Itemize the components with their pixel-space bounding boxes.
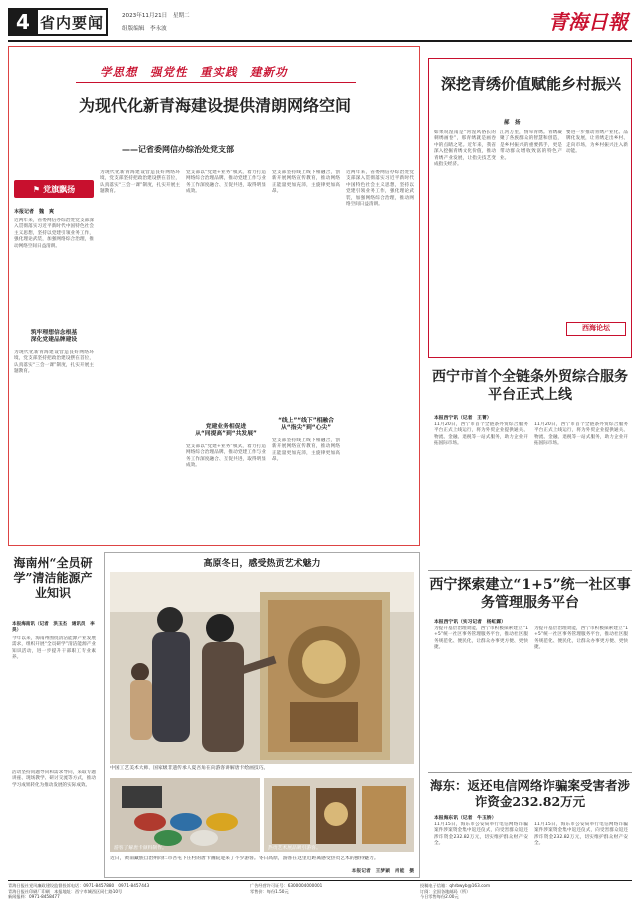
footer-middle <box>250 883 322 894</box>
masthead-logo: 青海日報 <box>548 10 628 34</box>
campaign-slogan: 学思想 强党性 重实践 建新功 <box>100 65 288 79</box>
story-xining-community-headline: 西宁探索建立“1+5”统一社区事务管理服务平台 <box>429 577 631 611</box>
party-banner-label: 党旗飘扬 <box>43 184 76 194</box>
story-haidong-body2: 11月15日，海东市公安局举行电信网络诈骗案件涉案资金集中返还仪式，向受害群众返还涉诈资金232.82万元，切实维护群众财产安全。 <box>534 822 628 847</box>
photo-pigments <box>110 778 260 852</box>
flag-icon: ⚑ <box>32 184 41 194</box>
story-rule <box>428 410 632 411</box>
photo-caption-right: 热贡艺术展品吸引游客。 <box>268 846 321 851</box>
main-photo-thangka-artist <box>110 572 414 764</box>
lead-body-col2: 为现代化新青海建设营造良好网络环境，党支部坚持把政治建设摆在首位，认真落实“三会一课”制度，扎实开展主题教育。 <box>100 170 180 195</box>
commentary-headline: 深挖青绣价值赋能乡村振兴 <box>440 75 621 93</box>
editor-credit: 组版编辑 李永波 <box>122 26 167 32</box>
footer-ad-license: 广告经营许可证号：6300004000001 <box>250 883 323 888</box>
story-haidong-body1: 11月15日，海东市公安局举行电信网络诈骗案件涉案资金集中返还仪式，向受害群众返还涉诈资金232.82万元，切实维护群众财产安全。 <box>434 822 528 847</box>
lead-byline: 本报记者 魏 爽 <box>14 209 55 215</box>
footer-reports: 新闻报料：0971-8458477 <box>8 894 60 900</box>
footer-service: 投稿电子信箱：qhrbwyb@163.com <box>420 883 491 888</box>
footer-right <box>420 883 490 900</box>
photo-credit: 本报记者 王梦颖 肖能 摄 <box>351 869 414 874</box>
lead-body-col1: 近两年来，省委网信办综治处党支部深入贯彻落实习近平新时代中国特色社会主义思想，坚持以党建引领业务工作，强化理论武装，加强网络综合治理，推动网络空间日益清朗。 <box>14 218 94 249</box>
lead-headline: 为现代化新青海建设提供清朗网络空间 <box>78 96 351 115</box>
photo-caption-top: 中国工艺美术大师、国家级非遗传承人夏吾角在向游客讲解唐卡绘画技巧。 <box>110 766 269 771</box>
footer-left <box>8 883 149 900</box>
story-xining-community-body1: 为提升基层治理效能，西宁市积极探索建立“1+5”统一社区事务管理服务平台，推动社区服务规范化、便民化，让群众办事更方便、更快捷。 <box>434 626 528 651</box>
lead-body-col3: 党支部以“党建+业务”模式，着力打造网络综合治理品牌，推动党建工作与业务工作深度融合、互促共进，取得明显成效。 <box>186 170 266 195</box>
divider <box>428 570 632 571</box>
footer-line2: 青海日报社印刷厂印刷 本报地址：西宁市城西区同仁路10号 <box>8 888 123 894</box>
lead-body-col4: 党支部坚持线上线下相融合，创新开展网络宣传教育，推动网络正能量更加充沛，主旋律更加高昂。 <box>272 170 340 195</box>
story-xining-community-body2: 为提升基层治理效能，西宁市积极探索建立“1+5”统一社区事务管理服务平台，推动社区服务规范化、便民化，让群众办事更方便、更快捷。 <box>534 626 628 651</box>
story-hainan-byline: 本报海南讯（记者 洪玉杰 通讯员 李昊） <box>12 622 95 633</box>
story-xining-trade-byline: 本报西宁讯（记者 王菁） <box>434 416 492 421</box>
divider <box>428 772 632 773</box>
commentary-body-col1: 如果说湟南是“河湟风俗长的刺绣画卷”，那青绣就是画卷中的点睛之笔。近年来，我省深入挖掘青绣文化价值，推动青绣产业发展，让指尖技艺变成指尖经济。 <box>434 130 496 168</box>
footer-price: 零售价：每份1.50元 <box>250 888 289 894</box>
photo-exhibits <box>264 778 414 852</box>
commentary-body-col2: 江河万里，情牵青绣。青绣凝聚了各族群众的智慧和创造，是乡村振兴的重要抓手，更是带动群众增收致富的特色产业。 <box>500 130 562 161</box>
photo-caption-left: 游客了解唐卡颜料制作。 <box>114 846 167 851</box>
footer-rule <box>8 880 632 881</box>
story-hainan-body2: 活动坚持问题导向和需求导向，采取专题讲座、现场教学、研讨交流等方式，推动学习成果转化为推动发展的实际成效。 <box>12 770 96 788</box>
footer-line1: 青海日报社党风廉政建设监督投诉电话：0971-8457880 0971-8457443 <box>8 883 150 888</box>
story-xining-trade-headline: 西宁市首个全链条外贸综合服务平台正式上线 <box>432 369 628 403</box>
lead-body-col5: 近两年来，省委网信办综治处党支部深入贯彻落实习近平新时代中国特色社会主义思想，坚持以党建引领业务工作，强化理论武装，加强网络综合治理，推动网络空间日益清朗。 <box>346 170 414 208</box>
story-haidong-headline: 海东：返还电信网络诈骗案受害者涉诈资金232.82万元 <box>429 778 630 809</box>
lead-subhead-2: 党建业务相促进 从“同提高”到“共发展” <box>195 424 257 437</box>
commentary-body-col3: 要进一步推动青绣产业化、品牌化发展，让青绣走出乡村、走向市场，为乡村振兴注入新动能。 <box>566 130 628 155</box>
forum-label: 西海论坛 <box>566 322 626 336</box>
issue-date: 2023年11月21日 星期二 <box>122 13 190 19</box>
lead-body-col1b: 为现代化新青海建设营造良好网络环境，党支部坚持把政治建设摆在首位，认真落实“三会一课”制度，扎实开展主题教育。 <box>14 350 94 375</box>
story-xining-trade-body1: 11月20日，西宁市首个全链条外贸综合服务平台正式上线运行，将为外贸企业提供通关、物流、金融、退税等一站式服务，助力企业开拓国际市场。 <box>434 422 528 447</box>
lead-subhead-1: 筑牢理想信念根基 深化党建品牌建设 <box>30 330 78 343</box>
photo-caption-main: 近日，黄南藏族自治州同仁市吾屯下庄村的唐卡画院迎来了不少游客。冬日高原，游客在这里近距离感受热贡艺术的独特魅力。 <box>110 856 379 861</box>
lead-subtitle: ——记省委网信办综治处党支部 <box>122 145 234 154</box>
page-number: 4 <box>8 8 38 36</box>
lead-body-col3b: 党支部以“党建+业务”模式，着力打造网络综合治理品牌，推动党建工作与业务工作深度融合、互促共进，取得明显成效。 <box>186 444 266 469</box>
footer-year-price: 今日零售每份2.00元 <box>420 894 459 900</box>
slogan-rule <box>76 82 356 83</box>
commentary-byline: 郝 扬 <box>504 120 521 126</box>
story-xining-community-byline: 本报西宁讯（实习记者 杨虹霖） <box>434 620 506 625</box>
header-rule <box>8 40 632 42</box>
story-haidong-byline: 本报海东讯（记者 牛玉娇） <box>434 816 497 821</box>
footer-subscription: 订阅：全国各地邮局（所） <box>420 888 471 894</box>
story-hainan-headline: 海南州“全员研学”清洁能源产业知识 <box>13 556 93 600</box>
story-hainan-body1: 今年以来，海南州围绕清洁能源产业发展需求，组织开展“全员研学”清洁能源产业知识活动，进一步提升干部职工专业素养。 <box>12 636 96 661</box>
lead-subhead-3: “线上”“线下”相融合 从“指尖”到“心尖” <box>278 418 334 431</box>
party-banner <box>14 180 94 198</box>
lead-body-col4b: 党支部坚持线上线下相融合，创新开展网络宣传教育，推动网络正能量更加充沛，主旋律更加高昂。 <box>272 438 340 463</box>
page-section: 省内要闻 <box>38 8 108 36</box>
story-xining-trade-body2: 11月20日，西宁市首个全链条外贸综合服务平台正式上线运行，将为外贸企业提供通关、物流、金融、退税等一站式服务，助力企业开拓国际市场。 <box>534 422 628 447</box>
photo-feature-title: 高原冬日，感受热贡艺术魅力 <box>203 559 321 569</box>
